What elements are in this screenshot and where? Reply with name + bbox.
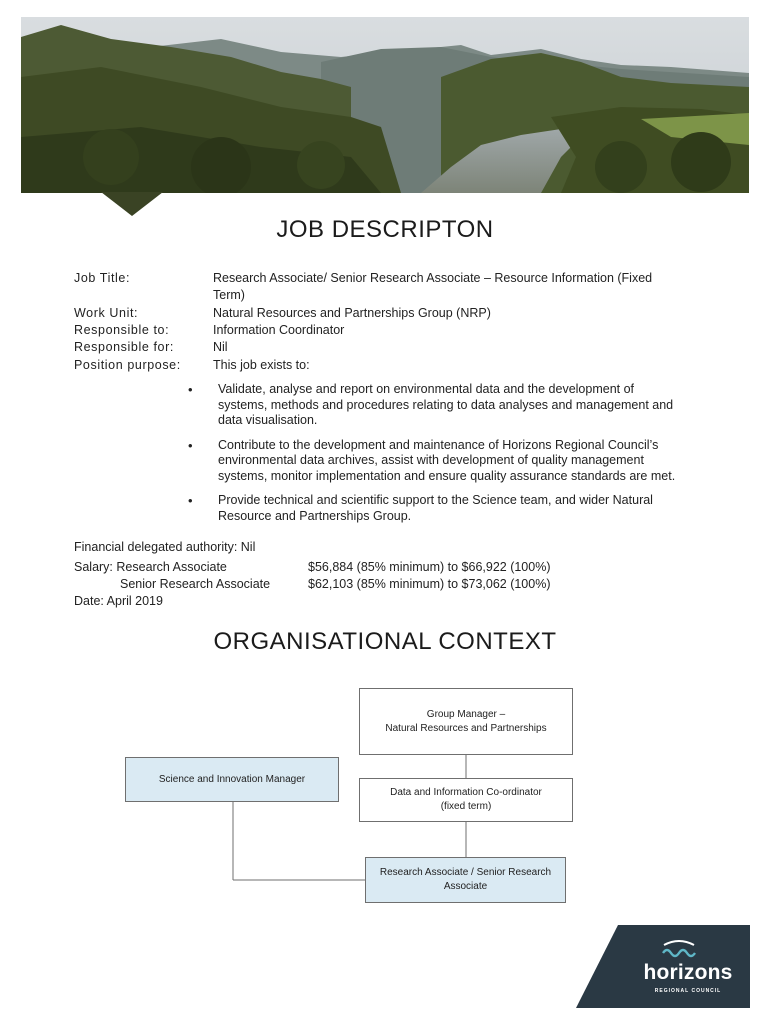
hero-notch: [101, 192, 163, 216]
salary-ra-line: [74, 559, 227, 576]
logo-name: horizons: [643, 961, 733, 984]
horizons-wave-logo-icon: [661, 939, 697, 959]
org-box-label: Data and Information Co-ordinator (fixed term): [390, 787, 542, 812]
horizons-logo: [576, 925, 750, 1008]
responsible-to-label: Responsible to:: [74, 323, 170, 337]
org-box-coordinator: [359, 778, 573, 822]
purpose-item: • Validate, analyse and report on environmental data and the development of systems, methods and procedures relating to data analyses and management and data visualisation.: [188, 382, 676, 429]
org-section-title: ORGANISATIONAL CONTEXT: [213, 628, 557, 655]
logo-subtitle: REGIONAL COUNCIL: [654, 988, 722, 994]
position-purpose-value: This job exists to:: [213, 358, 310, 372]
financial-authority: Financial delegated authority: Nil: [74, 540, 256, 554]
salary-ra-range: $56,884 (85% minimum) to $66,922 (100%): [308, 560, 551, 574]
page-title: JOB DESCRIPTON: [276, 216, 494, 243]
org-box-group-manager: [359, 688, 573, 755]
purpose-list: [188, 382, 676, 533]
work-unit-label: Work Unit:: [74, 306, 139, 320]
responsible-for-label: Responsible for:: [74, 340, 174, 354]
org-box-label: Research Associate / Senior Research Associate: [379, 867, 552, 892]
position-purpose-label: Position purpose:: [74, 358, 181, 372]
date: Date: April 2019: [74, 594, 163, 608]
org-box-science-manager: [125, 757, 339, 802]
salary-sra-range: $62,103 (85% minimum) to $73,062 (100%): [308, 577, 551, 591]
purpose-item: • Contribute to the development and maintenance of Horizons Regional Council’s environmental data archives, assist with development of quality management systems, monitor implementation and ensure quality assurance standards are met.: [188, 438, 676, 485]
org-box-label: Science and Innovation Manager: [158, 773, 306, 785]
org-box-research-associate: [365, 857, 566, 903]
work-unit-value: Natural Resources and Partnerships Group (NRP): [213, 306, 491, 320]
salary-ra-role: Research Associate: [116, 560, 227, 574]
salary-label: Salary:: [74, 560, 113, 574]
responsible-to-value: Information Coordinator: [213, 323, 345, 337]
org-box-label: Group Manager – Natural Resources and Partnerships: [385, 708, 547, 734]
salary-sra-role: Senior Research Associate: [120, 577, 271, 591]
hero-landscape-image: [21, 17, 749, 193]
job-title-value: Research Associate/ Senior Research Associate – Resource Information (Fixed Term): [213, 271, 653, 302]
org-chart: [0, 680, 770, 920]
purpose-item: • Provide technical and scientific support to the Science team, and wider Natural Resource and Partnerships Group.: [188, 493, 676, 524]
responsible-for-value: Nil: [213, 340, 228, 354]
job-title-label: Job Title:: [74, 271, 131, 285]
